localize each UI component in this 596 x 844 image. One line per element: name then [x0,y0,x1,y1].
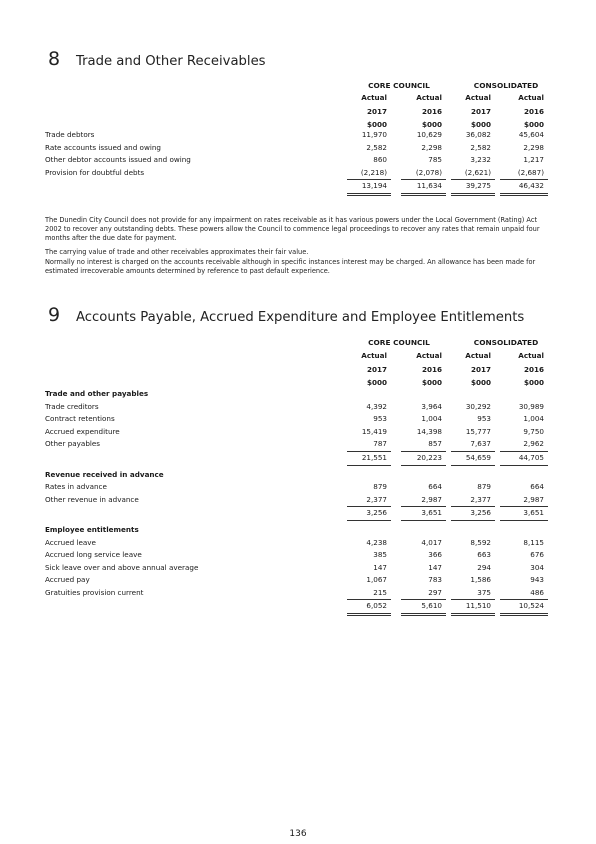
row-value: 6,052 [366,601,387,611]
table-row [45,550,545,562]
column-header: 2016 [421,106,442,116]
row-value: 15,419 [361,426,387,436]
row-value: 3,964 [421,401,442,411]
table-rule [347,615,391,616]
row-value: 11,634 [416,180,442,190]
table-rule [451,451,495,452]
column-header: $000 [523,120,544,129]
table-row [45,538,545,550]
row-value: 10,524 [518,601,544,611]
table-rule [500,193,548,194]
table-rule [401,520,446,521]
column-header: Actual [361,93,387,102]
row-value: 4,017 [421,537,442,547]
row-value: (2,687) [517,167,544,177]
row-value: 15,777 [465,426,491,436]
table-rule [500,195,548,196]
group-core-council: CORE COUNCIL [368,81,430,90]
row-value: 4,392 [366,401,387,411]
note-paragraph: Normally no interest is charged on the accounts receivable although in specific instances interest may be charged. An allowance has been made for estimated irrecoverable amounts determined by reference to past default experience. [45,258,536,275]
column-header: 2017 [366,106,387,116]
column-header: $000 [523,378,544,387]
row-value: 45,604 [518,130,544,139]
total-row [45,601,545,613]
column-header: Actual [465,93,491,102]
table-rule [451,506,495,507]
table-row [45,402,545,414]
row-label: Rate accounts issued and owing [45,142,161,152]
group-consolidated: CONSOLIDATED [473,81,539,90]
column-header: $000 [470,120,491,129]
table-row [45,389,545,401]
table-row [45,155,545,167]
row-label: Trade creditors [45,401,99,411]
column-header: Actual [518,351,544,360]
row-value: 215 [373,588,387,597]
row-value: 10,629 [416,130,442,139]
table-rule [451,520,495,521]
row-label: Accrued expenditure [45,426,120,436]
row-value: 20,223 [416,452,442,462]
row-value: 663 [477,550,491,560]
table-row [45,470,545,482]
row-value: 664 [530,482,544,492]
table-rule [347,506,391,507]
table-row [45,414,545,426]
table-rule [347,613,391,614]
table-rule [451,195,495,196]
table-rule [451,193,495,194]
table-rule [451,179,495,180]
column-header: Actual [465,351,491,360]
table-row [45,482,545,494]
row-value: 676 [530,550,544,560]
table-rule [451,615,495,616]
section-heading: Accounts Payable, Accrued Expenditure and Employee Entitlements [76,310,525,325]
table-rule [347,451,391,452]
group-heading: Revenue received in advance [45,469,164,479]
table-rule [401,599,446,600]
row-label: Other payables [45,439,101,449]
column-header: Actual [416,351,442,360]
section-8-title [48,48,266,70]
row-value: 8,115 [523,537,544,547]
row-value: 1,067 [366,575,387,585]
row-value: 2,582 [366,142,387,152]
row-label: Provision for doubtful debts [45,167,145,177]
row-value: 785 [428,155,442,165]
row-value: 5,610 [421,601,442,611]
row-value: 879 [373,482,387,492]
row-value: 2,582 [470,142,491,152]
row-value: (2,621) [464,167,491,177]
row-value: 366 [428,550,442,560]
table-rule [500,506,548,507]
table-row [45,525,545,537]
note-paragraph: The Dunedin City Council does not provide for any impairment on rates receivable as it has various powers under the Local Government (Rating) Act 2002 to recover any outstanding debts. These powers allow the Council to commence legal proceedings to recover any rates that remain unpaid four months after the due date for payment. [45,216,540,242]
table-rule [401,465,446,466]
row-value: 3,651 [523,507,544,517]
column-header: 2017 [470,364,491,374]
row-value: 2,987 [421,494,442,504]
row-value: 1,004 [523,414,544,424]
column-header: 2016 [421,364,442,374]
table-rule [500,179,548,180]
row-value: 9,750 [523,426,544,436]
row-label: Contract retentions [45,414,115,424]
total-row [45,453,545,465]
row-label: Accrued long service leave [45,550,142,560]
table-rule [401,613,446,614]
row-value: 294 [477,562,491,572]
table-rule [401,193,446,194]
table-row [45,563,545,575]
total-row [45,181,545,193]
row-value: 30,989 [518,401,544,411]
row-value: 1,004 [421,414,442,424]
table-rule [500,599,548,600]
table-rule [500,520,548,521]
column-header: $000 [470,378,491,387]
row-value: 54,659 [465,452,491,462]
row-value: 783 [428,575,442,585]
row-value: 2,377 [470,494,491,504]
column-header: $000 [421,378,442,387]
row-value: 1,217 [523,155,544,165]
column-header: 2016 [523,106,544,116]
table-row [45,427,545,439]
table-row [45,143,545,155]
group-heading: Employee entitlements [45,525,139,534]
row-value: 385 [373,550,387,560]
row-value: 2,298 [523,142,544,152]
column-header: $000 [421,120,442,129]
row-value: (2,218) [360,167,387,177]
row-value: 375 [477,588,491,597]
row-label: Accrued leave [45,537,96,547]
table-rule [500,465,548,466]
row-value: 11,510 [465,601,491,611]
row-label: Trade debtors [45,130,95,139]
note-paragraph: The carrying value of trade and other receivables approximates their fair value. [45,248,309,256]
row-value: 21,551 [361,452,387,462]
row-value: 3,232 [470,155,491,165]
row-value: 1,586 [470,575,491,585]
row-value: 787 [373,439,387,449]
row-value: 7,637 [470,439,491,449]
row-value: 664 [428,482,442,492]
table-rule [401,179,446,180]
column-header: $000 [366,120,387,129]
row-value: 879 [477,482,491,492]
column-header: 2017 [366,364,387,374]
column-header: Actual [416,93,442,102]
column-header: 2016 [523,364,544,374]
total-row [45,508,545,520]
table-rule [401,506,446,507]
row-value: 3,256 [470,507,491,517]
row-value: 44,705 [518,452,544,462]
row-value: 2,987 [523,494,544,504]
table-row [45,575,545,587]
table-rule [347,179,391,180]
section-number: 9 [48,304,61,326]
table-rule [451,599,495,600]
group-core-council: CORE COUNCIL [368,338,430,347]
row-value: 857 [428,439,442,449]
table-rule [500,451,548,452]
row-value: 8,592 [470,537,491,547]
row-value: 3,651 [421,507,442,517]
row-value: 4,238 [366,537,387,547]
row-value: 13,194 [361,180,387,190]
row-value: 30,292 [465,401,491,411]
table-rule [347,465,391,466]
column-header: Actual [361,351,387,360]
table-rule [451,465,495,466]
row-value: 953 [373,414,387,424]
column-header: Actual [518,93,544,102]
section-heading: Trade and Other Receivables [76,54,266,69]
table-rule [347,195,391,196]
row-value: (2,078) [415,167,442,177]
section-9-title [48,304,524,326]
column-header: $000 [366,378,387,387]
row-value: 953 [477,414,491,424]
page-number: 136 [289,829,307,839]
table-rule [347,520,391,521]
group-consolidated: CONSOLIDATED [473,338,539,347]
table-rule [347,193,391,194]
row-label: Sick leave over and above annual average [45,562,199,572]
group-heading: Trade and other payables [45,389,149,398]
row-value: 2,962 [523,439,544,449]
table-rule [500,615,548,616]
table-rule [401,195,446,196]
row-value: 14,398 [416,426,442,436]
row-label: Gratuities provision current [45,588,144,597]
row-value: 3,256 [366,507,387,517]
table-rule [401,615,446,616]
row-value: 147 [428,562,442,572]
row-value: 304 [530,562,544,572]
row-value: 860 [373,155,387,165]
row-value: 2,377 [366,494,387,504]
row-value: 39,275 [465,180,491,190]
table-rule [401,451,446,452]
row-value: 46,432 [518,180,544,190]
table-row [45,130,545,142]
table-rule [347,599,391,600]
row-value: 36,082 [465,130,491,139]
table-rule [451,613,495,614]
section-number: 8 [48,48,61,70]
row-value: 2,298 [421,142,442,152]
row-label: Other revenue in advance [45,494,139,504]
row-label: Other debtor accounts issued and owing [45,155,191,165]
row-value: 11,970 [361,130,387,139]
row-value: 486 [530,588,544,597]
row-label: Accrued pay [45,575,90,585]
row-value: 147 [373,562,387,572]
row-label: Rates in advance [45,482,107,492]
column-header: 2017 [470,106,491,116]
row-value: 943 [530,575,544,585]
row-value: 297 [428,588,442,597]
table-rule [500,613,548,614]
